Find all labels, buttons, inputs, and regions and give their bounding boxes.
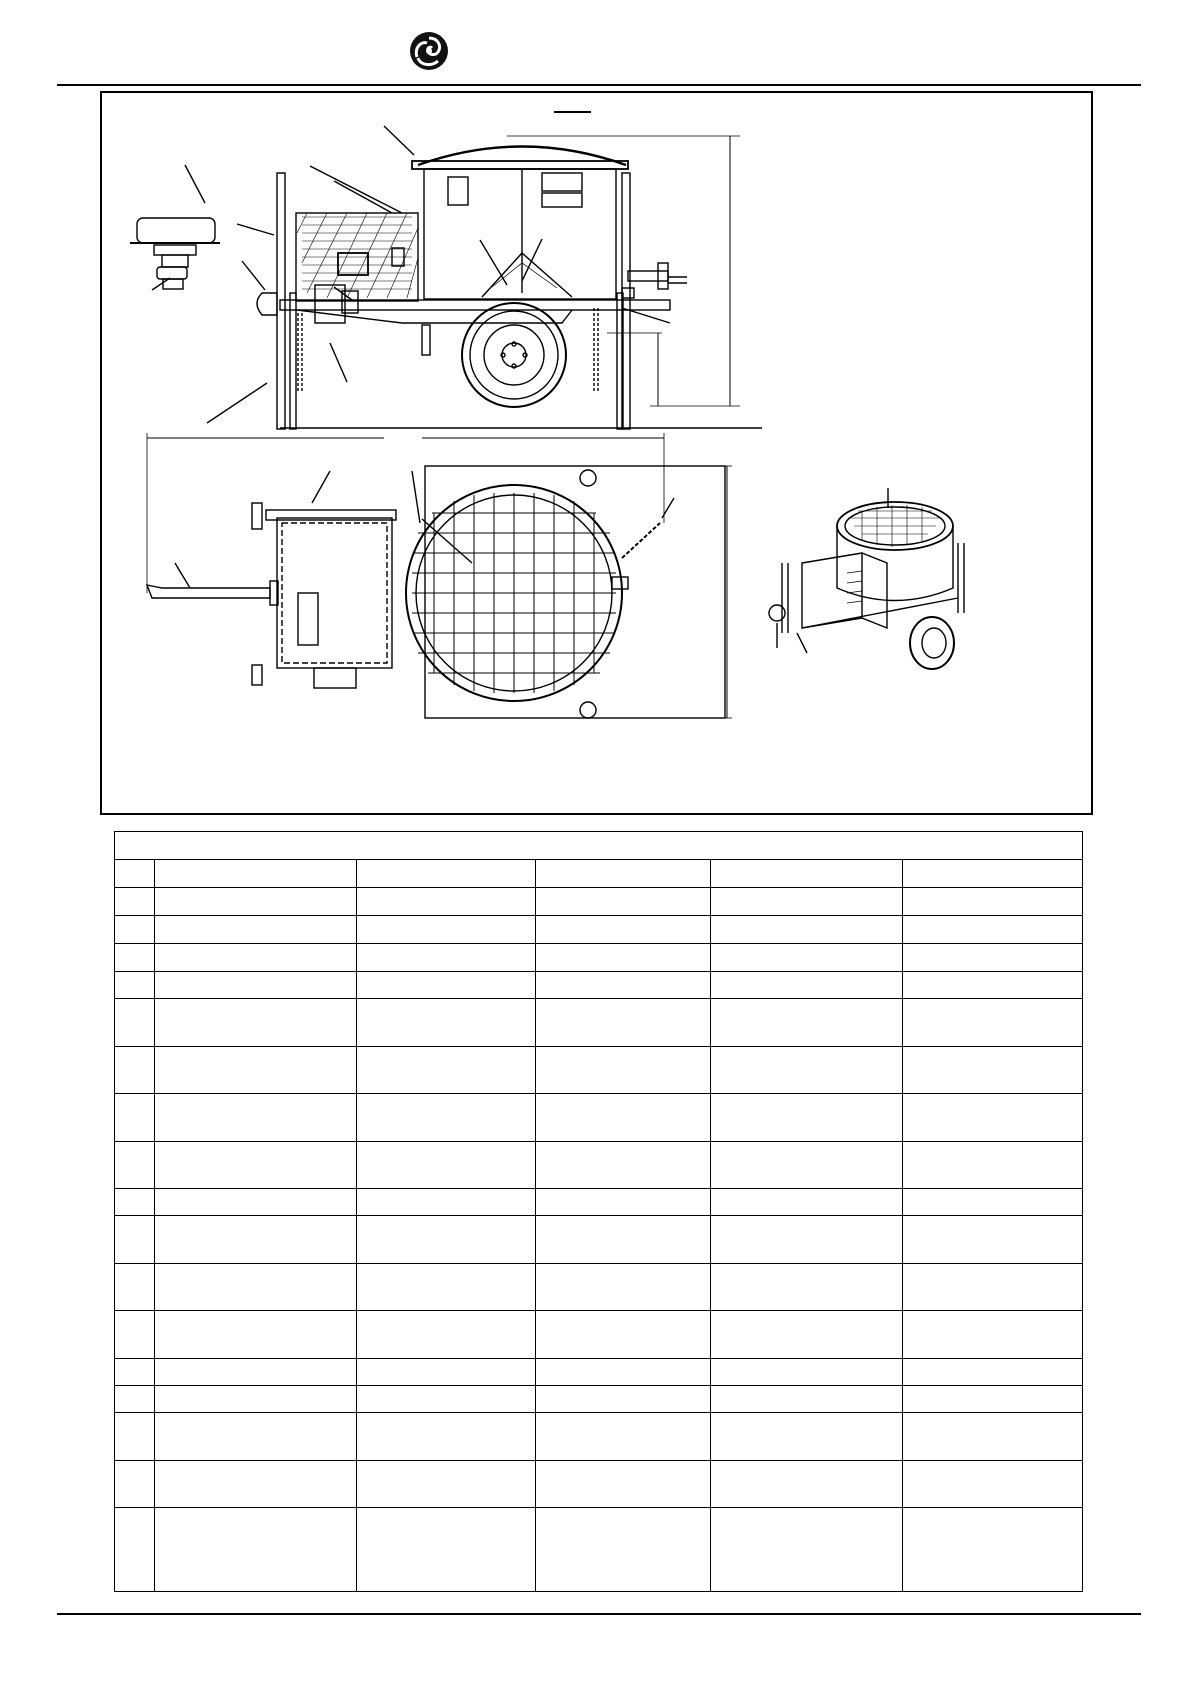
table-title-row — [115, 832, 1083, 860]
table-row — [115, 1461, 1083, 1508]
table-row — [115, 1094, 1083, 1142]
table-row — [115, 1189, 1083, 1216]
footer-rule — [57, 1613, 1141, 1615]
table-row — [115, 999, 1083, 1047]
technical-drawing-figure — [100, 91, 1093, 815]
detached-component — [130, 218, 220, 289]
top-plan-view — [147, 433, 732, 718]
engine-guard — [296, 213, 418, 301]
table-row — [115, 1413, 1083, 1461]
isometric-view — [769, 488, 964, 669]
table-row — [115, 944, 1083, 972]
header-rule — [57, 84, 1141, 86]
table-row — [115, 888, 1083, 916]
table-row — [115, 1216, 1083, 1264]
table-row — [115, 1047, 1083, 1094]
spiral-swirl-logo-icon — [409, 31, 449, 71]
table-row — [115, 1142, 1083, 1189]
table-row — [115, 1386, 1083, 1413]
drum-grid — [412, 493, 616, 693]
mixer-drum — [412, 147, 628, 300]
table-row — [115, 1508, 1083, 1592]
table-header-row — [115, 860, 1083, 888]
table-row — [115, 1359, 1083, 1386]
table-title-cell — [115, 832, 1083, 860]
table-row — [115, 916, 1083, 944]
specification-table — [114, 831, 1083, 1592]
table-row — [115, 1311, 1083, 1359]
table-row — [115, 1264, 1083, 1311]
wheel — [462, 303, 566, 407]
table-row — [115, 972, 1083, 999]
side-elevation-view — [130, 126, 762, 429]
